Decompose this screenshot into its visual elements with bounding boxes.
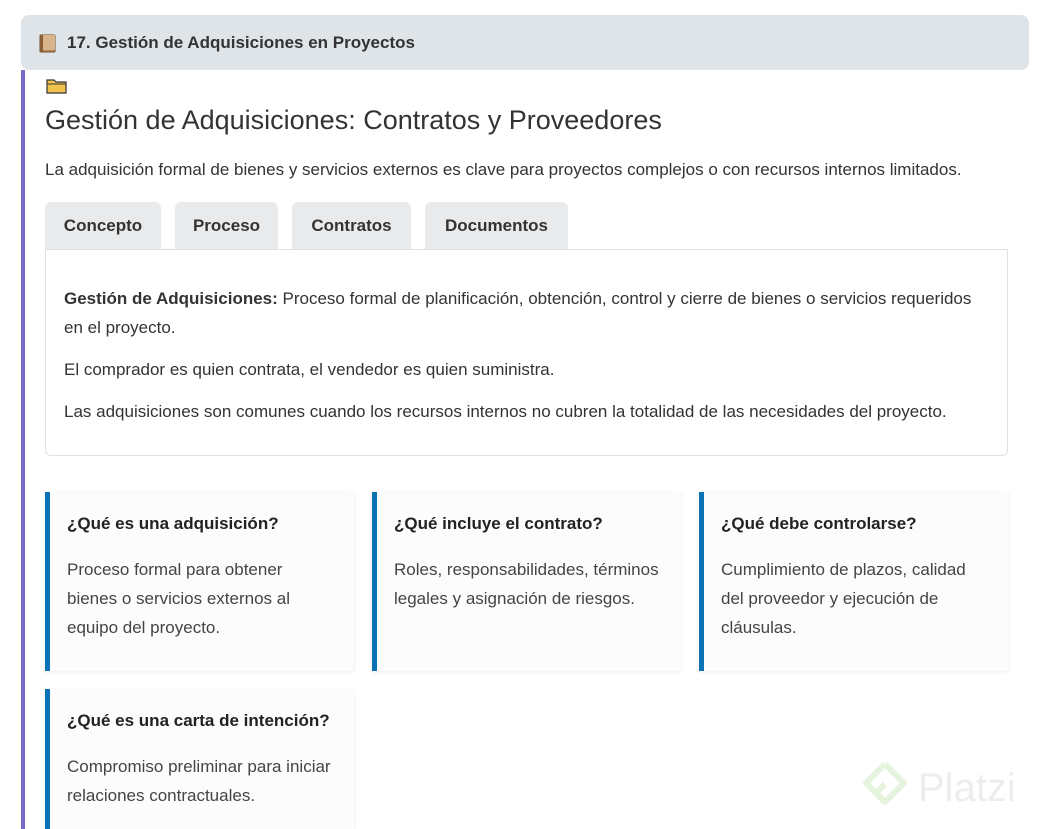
book-icon	[37, 32, 59, 54]
panel-line-2: El comprador es quien contrata, el vendedor es quien suministra.	[64, 360, 555, 379]
card-body: Proceso formal para obtener bienes o servicios externos al equipo del proyecto.	[67, 560, 291, 637]
card-title: ¿Qué debe controlarse?	[721, 514, 917, 533]
info-card	[45, 492, 354, 671]
panel-definition	[64, 284, 989, 342]
section-accent-rule	[21, 70, 25, 829]
card-title: ¿Qué incluye el contrato?	[394, 514, 603, 533]
panel-line-3: Las adquisiciones son comunes cuando los recursos internos no cubren la totalidad de las necesidades del proyecto.	[64, 402, 947, 421]
info-card	[45, 689, 354, 829]
card-body: Cumplimiento de plazos, calidad del proveedor y ejecución de cláusulas.	[721, 560, 966, 637]
folder-icon	[46, 77, 68, 95]
chapter-title: 17. Gestión de Adquisiciones en Proyectos	[67, 32, 415, 52]
platzi-watermark	[862, 760, 1016, 816]
platzi-logo-icon	[862, 760, 908, 816]
tab-panel	[45, 249, 1008, 456]
intro-text: La adquisición formal de bienes y servicios externos es clave para proyectos complejos o con recursos internos limitados.	[45, 160, 962, 179]
tab-proceso[interactable]: Proceso	[175, 202, 278, 250]
chapter-header[interactable]	[21, 15, 1029, 70]
panel-definition-text: Proceso formal de planificación, obtención, control y cierre de bienes o servicios requeridos en el proyecto.	[64, 289, 972, 337]
info-card	[699, 492, 1008, 671]
page-title: Gestión de Adquisiciones: Contratos y Proveedores	[45, 105, 662, 135]
tab-bar	[45, 202, 582, 250]
tab-contratos[interactable]: Contratos	[292, 202, 411, 250]
info-card	[372, 492, 681, 671]
tab-concepto[interactable]: Concepto	[45, 202, 161, 250]
panel-term: Gestión de Adquisiciones:	[64, 289, 278, 308]
tab-documentos[interactable]: Documentos	[425, 202, 568, 250]
watermark-text: Platzi	[918, 765, 1016, 810]
card-body: Compromiso preliminar para iniciar relaciones contractuales.	[67, 757, 331, 805]
card-title: ¿Qué es una carta de intención?	[67, 711, 330, 730]
card-title: ¿Qué es una adquisición?	[67, 514, 279, 533]
card-body: Roles, responsabilidades, términos legales y asignación de riesgos.	[394, 560, 659, 608]
